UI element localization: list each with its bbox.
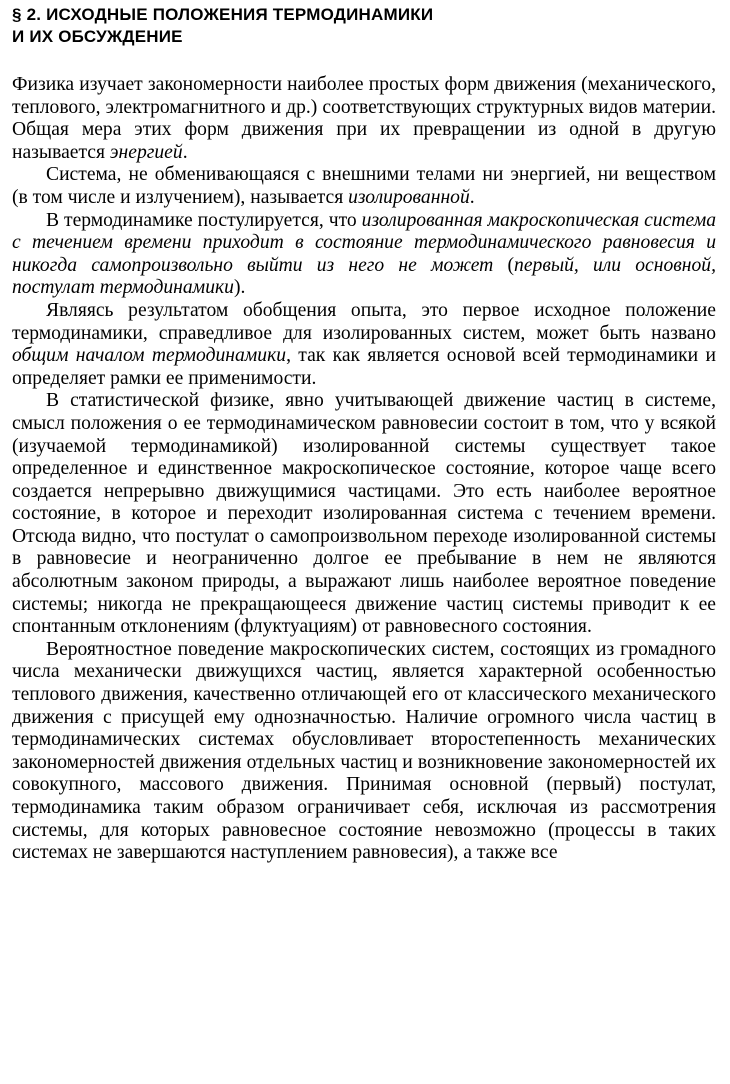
text-run: Физика изучает закономерности наиболее простых форм движения (механического, теплового, электромагнитного и др.) соответствующих структурных видов материи. Общая мера этих форм движения при их превращении из одной в другую называется (12, 74, 716, 163)
text-run: В термодинамике постулируется, что (46, 209, 362, 231)
italic-text: изолированной (348, 186, 470, 208)
section-heading-line-1: § 2. ИСХОДНЫЕ ПОЛОЖЕНИЯ ТЕРМОДИНАМИКИ (12, 5, 434, 24)
text-run: ( (493, 254, 515, 276)
page (12, 4, 716, 865)
text-run: . (469, 186, 475, 208)
italic-text: общим началом термодинамики (12, 345, 287, 367)
section-heading (12, 4, 716, 48)
text-run: . (182, 141, 188, 163)
italic-text: энергией (109, 141, 183, 163)
text-run: , так как является основой всей термодинамики и определяет рамки ее применимости. (12, 345, 716, 389)
paragraph (12, 164, 716, 209)
text-run: Являясь результатом обобщения опыта, это первое исходное положение термодинамики, справедливое для изолированных систем, может быть названо (12, 299, 716, 344)
paragraph (12, 639, 716, 865)
section-heading-line-2: И ИХ ОБСУЖДЕНИЕ (12, 27, 183, 46)
paragraph (12, 390, 716, 639)
paragraph (12, 74, 716, 164)
text-run: В статистической физике, явно учитывающей движение частиц в системе, смысл положения о ее термодинамическом равновесии состоит в том, что у всякой (изучаемой термодинамикой) изолированной системы существует такое определенное и единственное макроскопическое состояние, которое чаще всего создается непрерывно движущимися частицами. Это есть наиболее вероятное состояние, в которое и переходит изолированная система с течением времени. Отсюда видно, что постулат о самопроизвольном переходе изолированной системы в равновесие и неограниченно долгое ее пребывание в нем не являются абсолютным законом природы, а выражают лишь наиболее вероятное поведение системы; никогда не прекращающееся движение частиц системы приводит к ее спонтанным отклонениям (флуктуациям) от равновесного состояния. (12, 390, 716, 638)
italic-text: первый, или основной, постулат термодинамики (12, 254, 716, 299)
text-run: Система, не обменивающаяся с внешними телами ни энергией, ни веществом (в том числе и излучением), называется (12, 164, 716, 208)
body-text (12, 74, 716, 865)
text-run: Вероятностное поведение макроскопических систем, состоящих из громадного числа механически движущихся частиц, является характерной особенностью теплового движения, качественно отличающей его от классического механического движения с присущей ему однозначностью. Наличие огромного числа частиц в термодинамических системах обусловливает второстепенность механических закономерностей движения отдельных частиц и возникновение закономерностей их совокупного, массового движения. Принимая основной (первый) постулат, термодинамика таким образом ограничивает себя, исключая из рассмотрения системы, для которых равновесное состояние невозможно (процессы в таких системах не завершаются наступлением равновесия), а также все (12, 638, 716, 864)
italic-text: изолированная макроскопическая система с течением времени приходит в состояние термодинамического равновесия и никогда самопроизвольно выйти из него не может (12, 209, 716, 276)
paragraph (12, 210, 716, 300)
text-run: ). (233, 277, 246, 299)
paragraph (12, 300, 716, 390)
